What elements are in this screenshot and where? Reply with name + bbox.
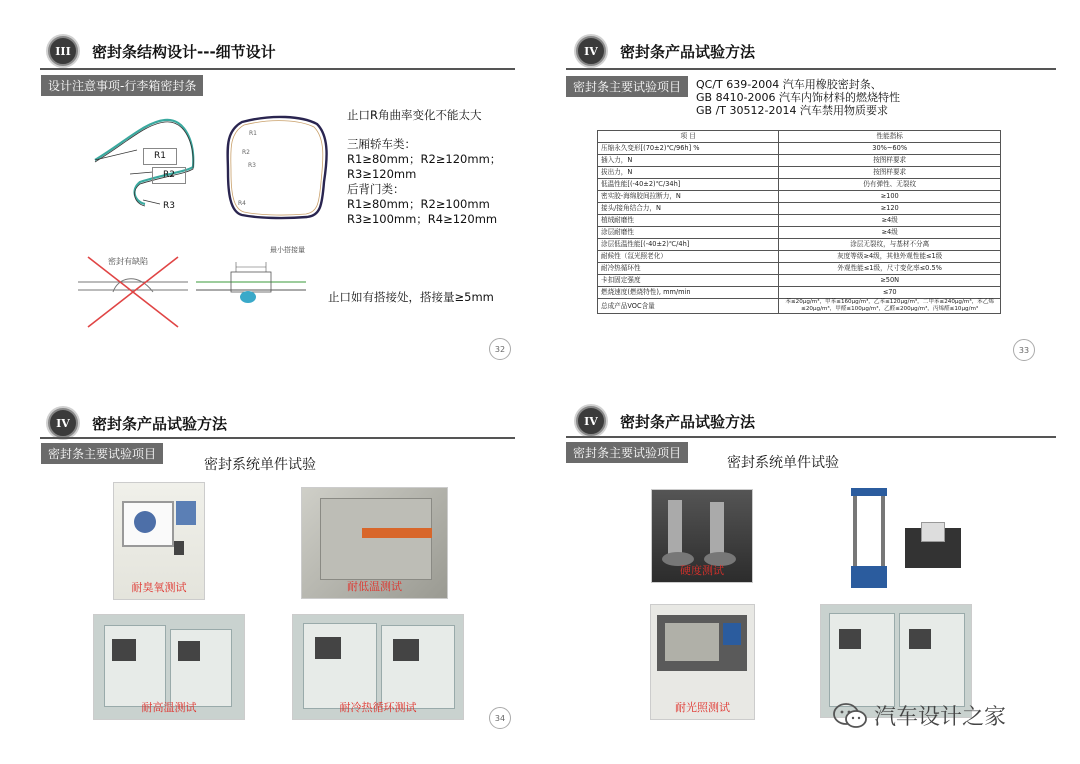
item-cell: 拔出力，N — [598, 167, 779, 179]
slide-32 — [0, 0, 540, 382]
table-row — [598, 191, 1001, 203]
watermark — [832, 700, 1006, 731]
table-header-row — [598, 131, 1001, 143]
outline-label-r3: R3 — [248, 162, 256, 169]
header-divider — [40, 437, 515, 439]
spec-cell: 按图样要求 — [779, 167, 1001, 179]
section-badge: IV — [576, 406, 606, 436]
table-row — [598, 239, 1001, 251]
item-cell: 密实胶-海绵胶间拉断力，N — [598, 191, 779, 203]
table-row — [598, 251, 1001, 263]
item-cell: 涂层低温性能[(-40±2)℃/4h] — [598, 239, 779, 251]
page-number: 33 — [1013, 339, 1035, 361]
low-temp-test-photo — [301, 487, 448, 599]
photo-caption: 耐光照测试 — [675, 701, 730, 714]
spec-cell: 灰度等级≥4级，其他外观性能≤1级 — [779, 251, 1001, 263]
watermark-text: 汽车设计之家 — [874, 705, 1007, 730]
photo-caption: 耐臭氧测试 — [131, 581, 187, 594]
photo-caption: 硬度测试 — [680, 564, 724, 577]
hardness-test-photo — [651, 489, 753, 583]
spec-cell: 苯≤20μg/m³，甲苯≤160μg/m³，乙苯≤120μg/m³，二甲苯≤240μg/m³，苯乙烯≤20μg/m³，甲醛≤100μg/m³，乙醛≤200μg/m³，丙烯醛≤10μg/m³ — [779, 299, 1001, 314]
section-badge: IV — [576, 36, 606, 66]
table-row — [598, 215, 1001, 227]
slide-title: 密封条产品试验方法 — [620, 412, 756, 431]
table-row — [598, 227, 1001, 239]
photo-caption: 耐冷热循环测试 — [339, 701, 417, 714]
spec-cell: 30%~60% — [779, 143, 1001, 155]
outline-label-r2: R2 — [242, 149, 250, 156]
tensile-tester-photo — [844, 485, 968, 597]
item-cell: 总成产品VOC含量 — [598, 299, 779, 314]
table-row — [598, 287, 1001, 299]
photo-caption: 耐低温测试 — [347, 580, 402, 593]
section-tag: 密封条主要试验项目 — [566, 442, 688, 463]
standard-2: GB 8410-2006 汽车内饰材料的燃烧特性 — [696, 91, 901, 104]
section-tag: 密封条主要试验项目 — [41, 443, 163, 464]
slide-title: 密封条产品试验方法 — [620, 42, 756, 61]
overlap-label: 最小搭接量 — [270, 246, 305, 254]
table-row — [598, 179, 1001, 191]
slide-title: 密封条结构设计---细节设计 — [92, 42, 276, 61]
header-spec: 性能指标 — [779, 131, 1001, 143]
wechat-icon — [832, 702, 868, 730]
item-cell: 卡扣固定强度 — [598, 275, 779, 287]
slide-34 — [0, 382, 540, 764]
curve-label-r2: R2 — [152, 167, 186, 184]
standard-3: GB /T 30512-2014 汽车禁用物质要求 — [696, 104, 888, 117]
item-cell: 压缩永久变形[(70±2)℃/96h] % — [598, 143, 779, 155]
defect-label: 密封有缺陷 — [108, 257, 148, 266]
spec-cell: ≤70 — [779, 287, 1001, 299]
header-divider — [40, 68, 515, 70]
radius-spec-block: 三厢轿车类： R1≥80mm；R2≥120mm； R3≥120mm 后背门类： R1≥80mm；R2≥100mm R3≥100mm；R4≥120mm — [347, 137, 502, 226]
spec-cell: ≥100 — [779, 191, 1001, 203]
spec-cell: 涂层无裂纹，与基材不分离 — [779, 239, 1001, 251]
header-divider — [566, 436, 1056, 438]
outline-label-r4: R4 — [238, 200, 246, 207]
slide-header — [576, 36, 755, 66]
spec-cell: 仍有弹性、无裂纹 — [779, 179, 1001, 191]
high-temp-test-photo — [93, 614, 245, 720]
standard-1: QC/T 639-2004 汽车用橡胶密封条、 — [696, 78, 882, 91]
section-tag: 设计注意事项-行李箱密封条 — [41, 75, 203, 96]
slide-title: 密封条产品试验方法 — [92, 414, 228, 433]
table-row — [598, 143, 1001, 155]
overlap-note: 止口如有搭接处，搭接量≥5mm — [328, 290, 494, 304]
section-subtitle: 密封系统单件试验 — [727, 455, 839, 471]
item-cell: 植绒耐磨性 — [598, 215, 779, 227]
spec-cell: ≥4级 — [779, 215, 1001, 227]
table-row — [598, 203, 1001, 215]
photo-caption: 耐高温测试 — [141, 701, 197, 714]
table-row — [598, 155, 1001, 167]
table-row — [598, 263, 1001, 275]
page-number: 34 — [489, 707, 511, 729]
header-item: 项 目 — [598, 131, 779, 143]
light-exposure-test-photo — [650, 604, 755, 720]
item-cell: 耐冷热循环性 — [598, 263, 779, 275]
outline-label-r1: R1 — [249, 130, 257, 137]
curve-label-r1: R1 — [143, 148, 177, 165]
thermal-cycle-test-photo — [292, 614, 464, 720]
spec-cell: ≥4级 — [779, 227, 1001, 239]
item-cell: 涂层耐磨性 — [598, 227, 779, 239]
spec-cell: 外观性能≤1级，尺寸变化率≤0.5% — [779, 263, 1001, 275]
item-cell: 插入力，N — [598, 155, 779, 167]
ozone-test-photo — [113, 482, 205, 600]
slide-header — [48, 408, 227, 438]
header-divider — [566, 68, 1056, 70]
slide-header — [576, 406, 755, 436]
table-row — [598, 275, 1001, 287]
spec-cell: ≥120 — [779, 203, 1001, 215]
spec-cell: ≥50N — [779, 275, 1001, 287]
section-tag: 密封条主要试验项目 — [566, 76, 688, 97]
curve-label-r3: R3 — [163, 201, 175, 211]
radius-note: 止口R角曲率变化不能太大 — [347, 108, 482, 122]
item-cell: 耐候性（氙光照老化） — [598, 251, 779, 263]
performance-spec-table — [597, 130, 1001, 314]
min-overlap-diagram — [196, 252, 306, 312]
section-subtitle: 密封系统单件试验 — [204, 457, 316, 473]
section-badge: IV — [48, 408, 78, 438]
page-number: 32 — [489, 338, 511, 360]
item-cell: 燃烧速度(燃烧特性), mm/min — [598, 287, 779, 299]
spec-cell: 按图样要求 — [779, 155, 1001, 167]
table-row — [598, 167, 1001, 179]
item-cell: 接头/接角结合力，N — [598, 203, 779, 215]
slide-header — [48, 36, 276, 66]
section-badge: III — [48, 36, 78, 66]
item-cell: 低温性能[(-40±2)℃/34h] — [598, 179, 779, 191]
table-row — [598, 299, 1001, 314]
